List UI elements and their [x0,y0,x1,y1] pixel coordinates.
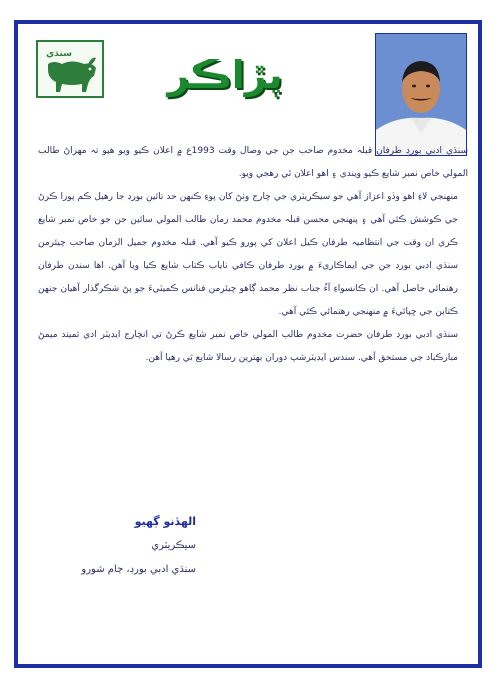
logo-text: ﺳﻨﮅﻱ [46,49,72,59]
paragraph-1: سنڌي ادبي بورڊ طرفان قبلہ مخدوم صاحب جن جي وصال وقت 1993ع ۾ اعلان ڪيو ويو هيو تہ مهراڻ طالب المولي خاص نمبر شايع ڪيو ويندي ۽ اهو اعلان ٿي رهجي ويو. [38,146,468,179]
paragraph-2: منهنجي لاءِ اهو وڏو اعزاز آهي جو سيڪريٽري جي چارج وٺڻ کان پوءِ ڪنهن حد تائين بورڊ جا رهيل ڪم پورا ڪرڻ جي ڪوشش ڪئي آهي ۽ پنهنجي محسن قبلہ مخدوم محمد زمان طالب المولي سائين جن جو خاص نمبر شايع ڪري ان وقت جي انتظاميہ طرفان ڪيل اعلان کي پورو ڪيو آهي. قبلہ مخدوم جميل الزمان صاحب چيئرمن سنڌي ادبي بورڊ جن جي ايماڪاريءَ ۾ بورڊ طرفان ڪافي ناياب ڪتاب شايع ڪيا ويا آهن. اها سندن طرفان رهنمائي حاصل آهي. ان ڪانسواءِ آءُ جناب نظر محمد ڳاهو چيئرمن فنانس ڪميٽيءَ جو پڻ شڪرگذار آهيان جنهن ڪتابن جي ڇپائيءَ ۾ منهنجي رهنمائي ڪئي آهي. [38,192,458,317]
portrait-photo [375,33,467,156]
logo [36,40,104,98]
bull-emblem-icon [38,42,102,96]
page-heading: پڙاڪر [167,53,283,97]
signatory-organization: سنڌي ادبي بورڊ، ڄام شورو [81,564,196,575]
portrait-photo-icon [376,34,466,155]
signatory-title: سيڪريٽري [151,540,196,551]
signature-block [56,510,196,582]
paragraph-3: سنڌي ادبي بورڊ طرفان حضرت مخدوم طالب المولي خاص نمبر شايع ڪرڻ تي انچارج ايڊيٽر ادي ثميند ميمڻ مبارڪباد جي مستحق آهي. سندس ايڊيٽرشپ دوران بهترين رسالا شايع ٿي رهيا آهن. [38,330,458,363]
body-text [38,140,468,370]
signatory-name: الهڏنو ڳهيو [134,515,196,528]
